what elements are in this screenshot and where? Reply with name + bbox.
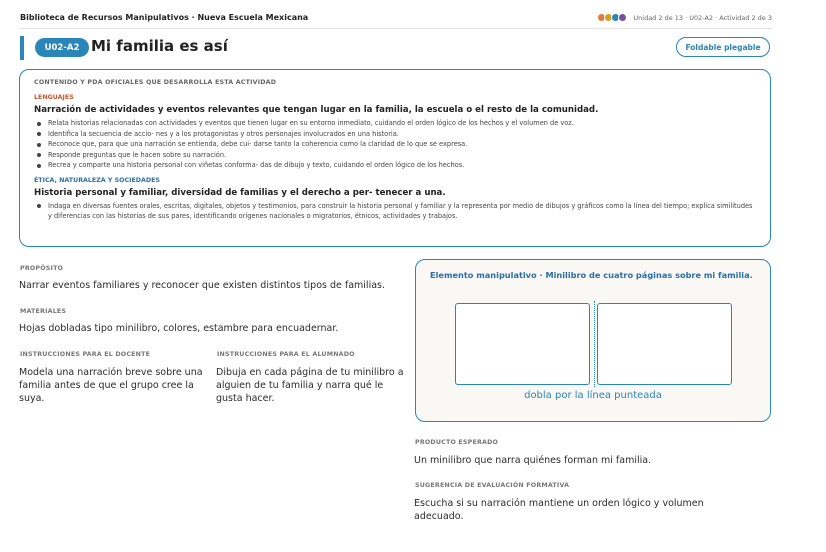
pda-list (34, 118, 756, 171)
pda-list (34, 201, 756, 222)
pda-item: Responde preguntas que le hacen sobre su narración. (48, 150, 756, 161)
unit-meta (599, 13, 772, 22)
docente-text: Modela una narración breve sobre una familia antes de que el grupo cree la suya. (19, 367, 203, 404)
area-tag-lenguajes: LENGUAJES (34, 94, 74, 101)
unit-meta-text: Unidad 2 de 13 · U02-A2 · Actividad 2 de 3 (633, 13, 772, 22)
evaluacion-text: Escucha si su narración mantiene un orden lógico y volumen adecuado. (414, 498, 704, 522)
contenido-pda-box (19, 69, 771, 247)
contenido-heading: CONTENIDO Y PDA OFICIALES QUE DESARROLLA ESTA ACTIVIDAD (34, 79, 277, 86)
area-tag-etica: ÉTICA, NATURALEZA Y SOCIEDADES (34, 176, 160, 184)
fold-caption: dobla por la línea punteada (524, 390, 662, 401)
library-title: Biblioteca de Recursos Manipulativos · Nueva Escuela Mexicana (20, 13, 309, 22)
alumnado-text: Dibuja en cada página de tu minilibro a alguien de tu familia y narra qué le gusta hacer. (216, 367, 404, 404)
proposito-text: Narrar eventos familiares y reconocer que existen distintos tipos de familias. (19, 280, 386, 291)
pda-item: Recrea y comparte una historia personal con viñetas conforma- das de dibujo y texto, cuidando el orden lógico de los hechos. (48, 160, 756, 171)
progress-dots (599, 13, 627, 22)
format-badge: Foldable plegable (676, 37, 770, 57)
materiales-text: Hojas dobladas tipo minilibro, colores, estambre para encuadernar. (19, 323, 339, 334)
progress-dot (618, 13, 627, 22)
minibook-page-right (597, 303, 732, 385)
materiales-label: MATERIALES (20, 308, 67, 315)
contenido-title: Narración de actividades y eventos relevantes que tengan lugar en la familia, la escuela o el resto de la comunidad. (34, 105, 599, 115)
pda-item: Relata historias relacionadas con actividades y eventos que tienen lugar en su entorno inmediato, cuidando el orden lógico de los hechos y el volumen de voz. (48, 118, 756, 129)
pda-item: Identifica la secuencia de accio- nes y a los protagonistas y otros personajes involucrados en una historia. (48, 129, 756, 140)
pda-item: Reconoce que, para que una narración se entienda, debe cui- darse tanto la coherencia como la claridad de lo que se expresa. (48, 139, 756, 150)
header-divider (18, 28, 772, 29)
pda-item: Indaga en diversas fuentes orales, escritas, digitales, objetos y testimonios, para construir la historia personal y familiar y la representa por medio de dibujos y gráficos como la línea del tiempo; explica similitudes y diferencias con las historias de sus pares, identificando orígenes nacionales o migratorios, étnicos, actividades y trabajos. (48, 201, 756, 222)
title-accent-bar (20, 36, 24, 60)
alumnado-label: INSTRUCCIONES PARA EL ALUMNADO (217, 351, 355, 358)
contenido-title: Historia personal y familiar, diversidad de familias y el derecho a per- tenecer a una. (34, 187, 446, 198)
proposito-label: PROPÓSITO (20, 265, 64, 272)
producto-label: PRODUCTO ESPERADO (415, 439, 499, 446)
page-title: Mi familia es así (91, 37, 228, 55)
minibook-page-left (455, 303, 590, 385)
manipulative-panel (415, 259, 771, 422)
docente-label: INSTRUCCIONES PARA EL DOCENTE (20, 351, 151, 358)
manipulative-title: Elemento manipulativo · Minilibro de cuatro páginas sobre mi familia. (430, 270, 753, 280)
activity-code-badge: U02-A2 (35, 38, 89, 57)
producto-text: Un minilibro que narra quiénes forman mi familia. (414, 455, 652, 466)
fold-line (594, 301, 595, 387)
evaluacion-label: SUGERENCIA DE EVALUACIÓN FORMATIVA (415, 482, 570, 489)
